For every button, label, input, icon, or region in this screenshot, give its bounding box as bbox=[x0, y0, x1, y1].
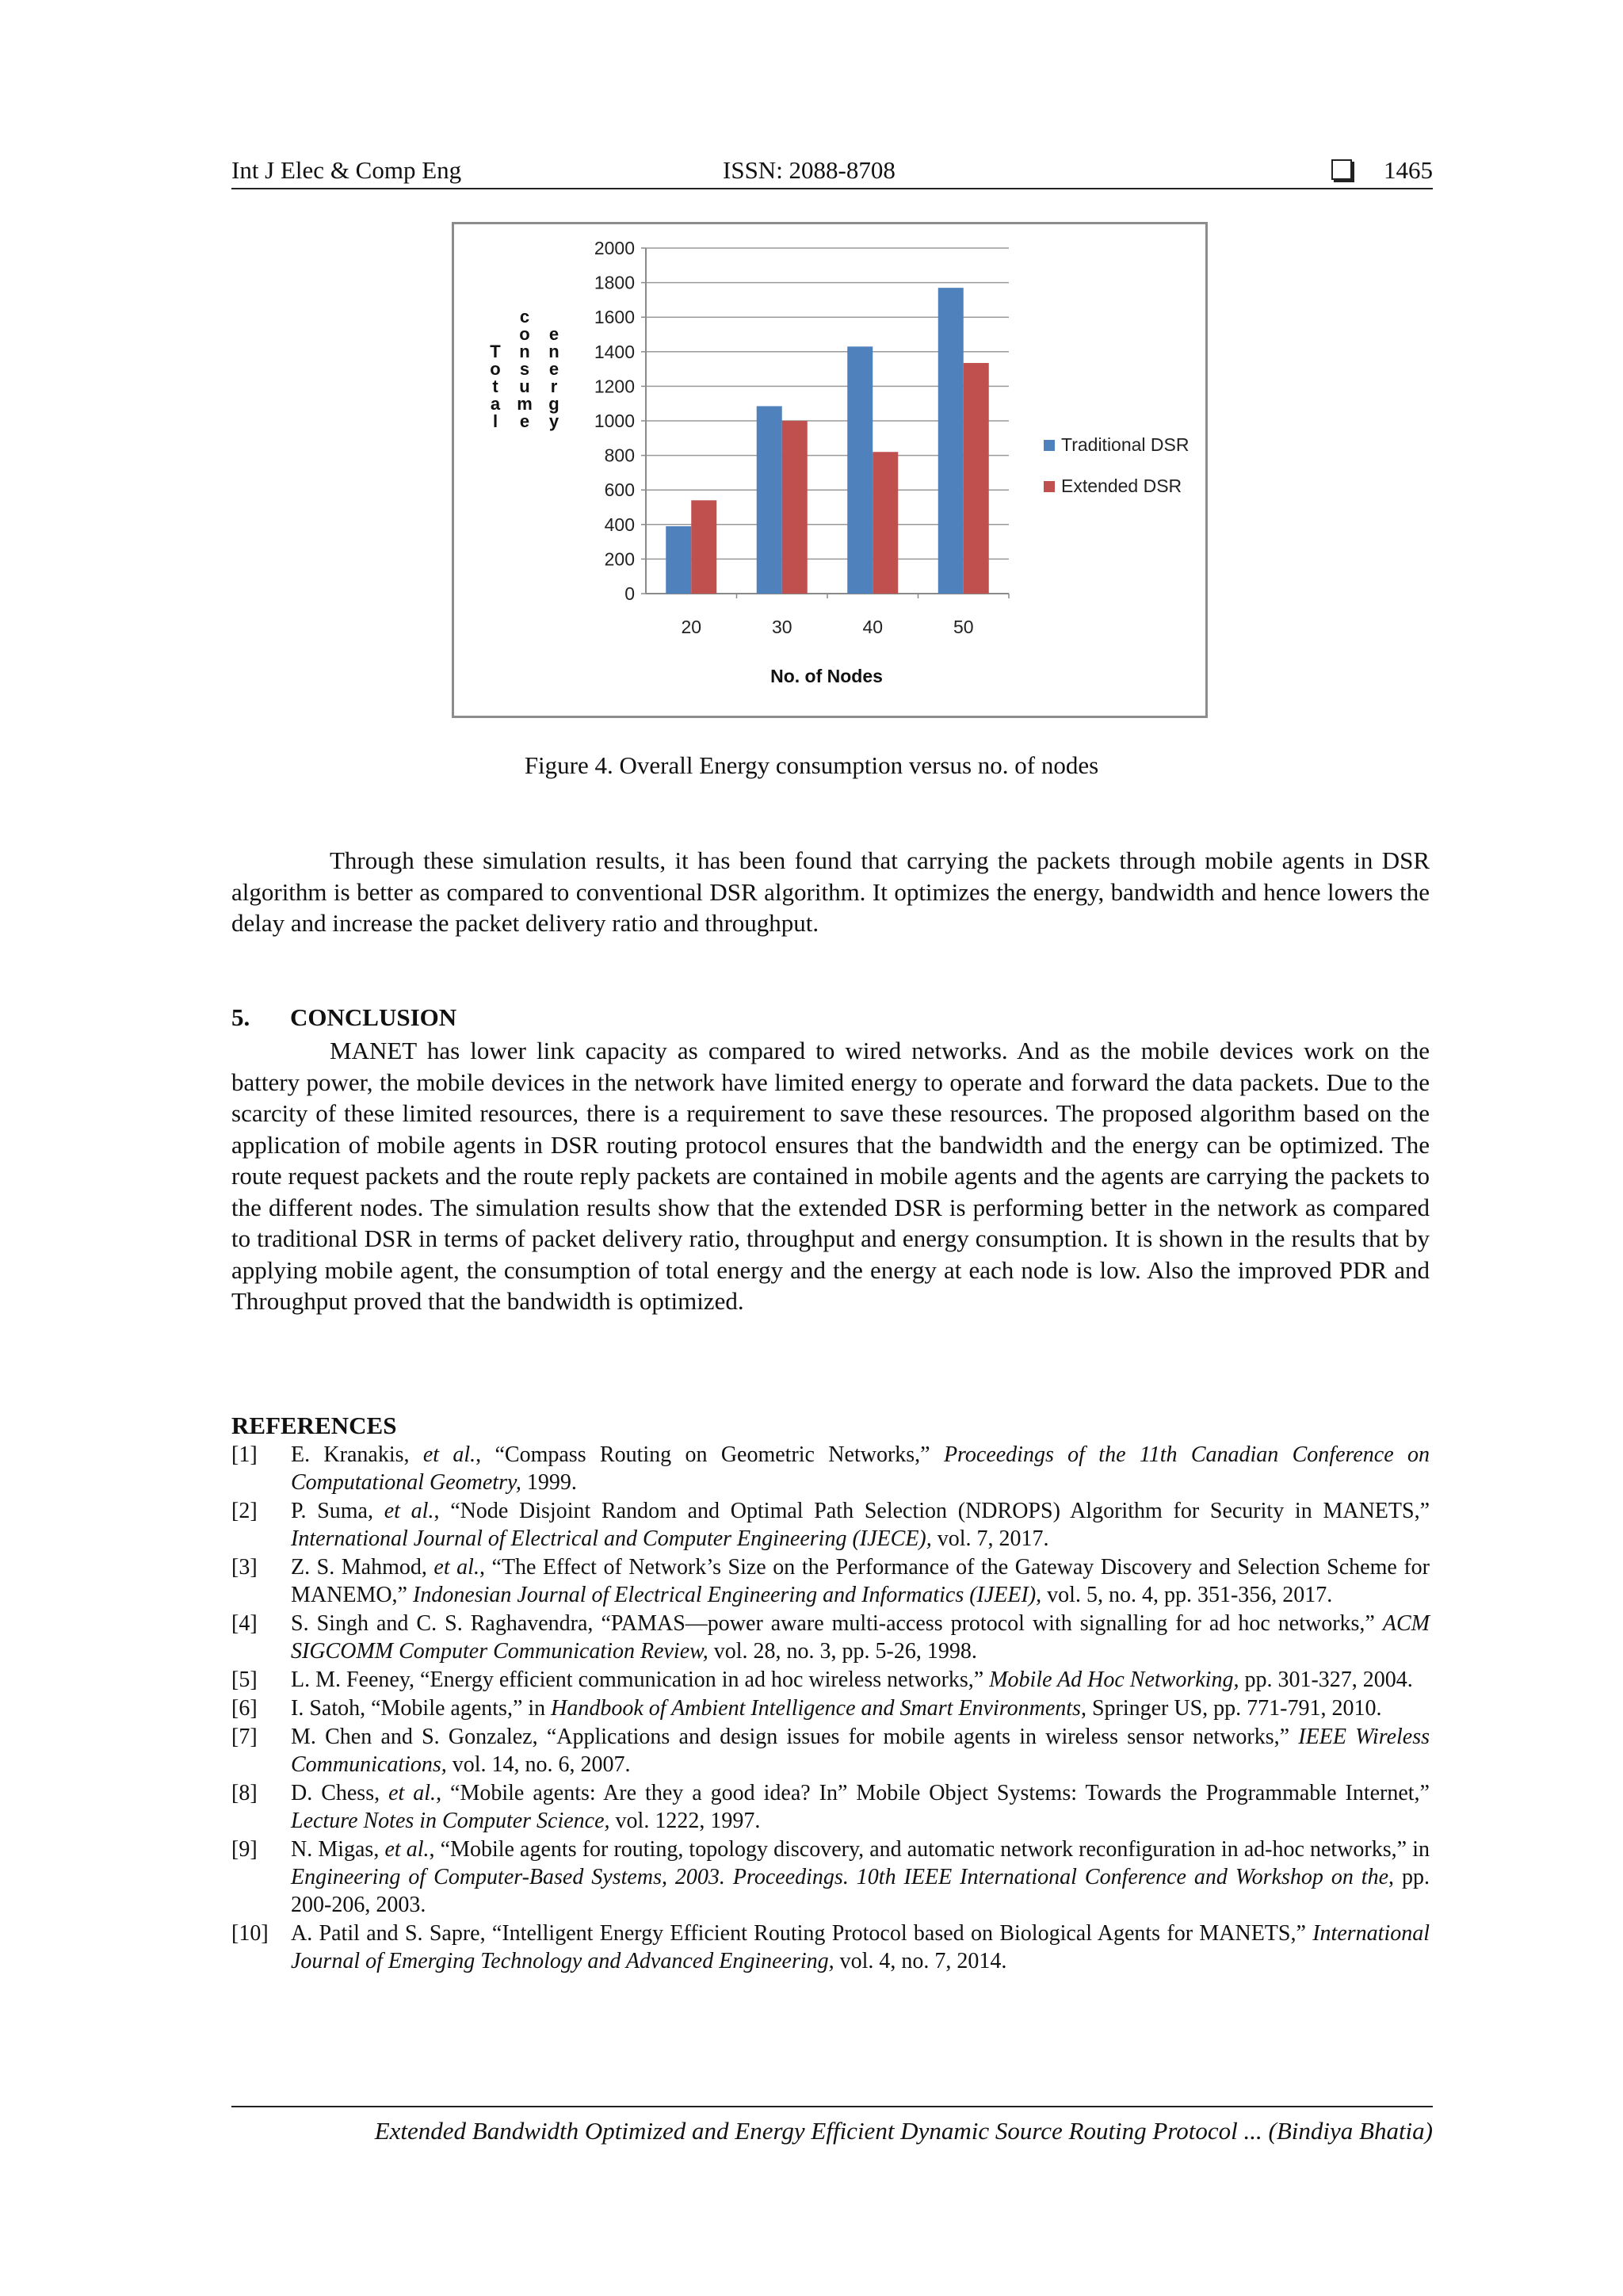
reference-text: International Journal of Electrical and Computer Engineering (IJECE), bbox=[291, 1526, 932, 1551]
reference-item bbox=[231, 1779, 1430, 1835]
reference-text: et al. bbox=[384, 1499, 434, 1523]
y-tick-label: 1400 bbox=[594, 341, 635, 362]
reference-text: et al. bbox=[422, 1442, 476, 1467]
references-heading: REFERENCES bbox=[231, 1412, 397, 1439]
y-tick-labels bbox=[594, 238, 635, 604]
reference-text: L. M. Feeney, “Energy efficient communication in ad hoc wireless networks,” bbox=[291, 1668, 990, 1692]
reference-text: vol. 5, no. 4, pp. 351-356, 2017. bbox=[1041, 1583, 1333, 1607]
reference-text: , “Node Disjoint Random and Optimal Path Selection (NDROPS) Algorithm for Security in MANETS,” bbox=[433, 1499, 1430, 1523]
reference-text: vol. 7, 2017. bbox=[931, 1526, 1049, 1551]
reference-number: [2] bbox=[231, 1499, 258, 1523]
reference-text: ACM SIGCOMM Computer Communication Review, bbox=[291, 1611, 1430, 1664]
reference-text: vol. 1222, 1997. bbox=[609, 1809, 761, 1833]
x-tick-label: 30 bbox=[771, 617, 792, 637]
reference-item bbox=[231, 1836, 1430, 1919]
x-tick-label: 40 bbox=[862, 617, 884, 637]
bars bbox=[666, 288, 989, 594]
figure-caption: Figure 4. Overall Energy consumption versus no. of nodes bbox=[524, 751, 1099, 779]
reference-text: vol. 4, no. 7, 2014. bbox=[834, 1949, 1007, 1973]
bar-extended-dsr-30 bbox=[782, 421, 808, 594]
reference-text: E. Kranakis, bbox=[291, 1442, 423, 1467]
reference-item bbox=[231, 1694, 1430, 1722]
bar-traditional-dsr-20 bbox=[666, 526, 691, 594]
reference-item bbox=[231, 1666, 1430, 1694]
x-tick-label: 20 bbox=[681, 617, 702, 637]
y-axis-title-word: T o t a l bbox=[490, 342, 501, 431]
reference-number: [7] bbox=[231, 1725, 258, 1749]
reference-text: N. Migas, bbox=[291, 1837, 385, 1862]
bar-traditional-dsr-50 bbox=[938, 288, 964, 594]
section-number: 5. bbox=[231, 1003, 250, 1031]
y-tick-label: 200 bbox=[604, 548, 635, 570]
figure-4-chart bbox=[452, 222, 1208, 718]
reference-text: Handbook of Ambient Intelligence and Smart Environments bbox=[551, 1696, 1081, 1721]
journal-name: Int J Elec & Comp Eng bbox=[231, 156, 462, 184]
reference-number: [9] bbox=[231, 1837, 258, 1862]
reference-text: vol. 28, no. 3, pp. 5-26, 1998. bbox=[708, 1639, 977, 1664]
bar-extended-dsr-40 bbox=[873, 452, 898, 594]
y-tick-label: 1200 bbox=[594, 376, 635, 397]
reference-item bbox=[231, 1441, 1430, 1496]
reference-text: M. Chen and S. Gonzalez, “Applications and design issues for mobile agents in wireless sensor networks,” bbox=[291, 1725, 1299, 1749]
reference-text: vol. 14, no. 6, 2007. bbox=[446, 1752, 631, 1777]
legend-swatch bbox=[1044, 481, 1055, 492]
reference-text: Engineering of Computer-Based Systems, 2003. Proceedings. 10th IEEE International Conference and Workshop on the bbox=[291, 1865, 1389, 1889]
y-tick-label: 2000 bbox=[594, 238, 635, 258]
reference-text: et al. bbox=[433, 1555, 479, 1580]
y-tick-label: 800 bbox=[604, 445, 635, 466]
y-tick-label: 400 bbox=[604, 514, 635, 535]
page-number: 1465 bbox=[1384, 156, 1433, 184]
bar-extended-dsr-20 bbox=[691, 500, 716, 594]
legend-label: Traditional DSR bbox=[1061, 434, 1190, 455]
legend bbox=[1044, 434, 1189, 496]
y-tick-label: 1800 bbox=[594, 272, 635, 293]
bar-extended-dsr-50 bbox=[964, 363, 989, 594]
reference-text: , “Compass Routing on Geometric Networks,” bbox=[475, 1442, 944, 1467]
reference-text: Mobile Ad Hoc Networking, bbox=[989, 1668, 1239, 1692]
reference-text: , pp. 200-206, 2003. bbox=[291, 1865, 1430, 1917]
reference-text: International Journal of Emerging Technology and Advanced Engineering, bbox=[291, 1921, 1430, 1973]
reference-number: [1] bbox=[231, 1442, 258, 1467]
reference-text: A. Patil and S. Sapre, “Intelligent Energy Efficient Routing Protocol based on Biological Agents for MANETS,” bbox=[291, 1921, 1313, 1946]
reference-number: [6] bbox=[231, 1696, 258, 1721]
y-axis-title-word: e n e r g y bbox=[548, 324, 559, 431]
reference-text: et al. bbox=[388, 1781, 437, 1805]
y-tick-label: 1000 bbox=[594, 411, 635, 431]
reference-item bbox=[231, 1920, 1430, 1975]
y-tick-label: 1600 bbox=[594, 307, 635, 328]
section-title: CONCLUSION bbox=[290, 1003, 457, 1031]
reference-text: pp. 301-327, 2004. bbox=[1239, 1668, 1413, 1692]
reference-number: [10] bbox=[231, 1921, 269, 1946]
reference-number: [3] bbox=[231, 1555, 258, 1580]
legend-swatch bbox=[1044, 440, 1055, 451]
bar-chart-svg bbox=[454, 224, 1205, 716]
bar-traditional-dsr-30 bbox=[757, 406, 782, 594]
reference-text: , “Mobile agents: Are they a good idea? In” Mobile Object Systems: Towards the Programmable Internet,” bbox=[436, 1781, 1430, 1805]
reference-text: , Springer US, pp. 771-791, 2010. bbox=[1080, 1696, 1382, 1721]
reference-text: 1999. bbox=[521, 1470, 577, 1495]
reference-text: , “The Effect of Network’s Size on the Performance of the Gateway Discovery and Selection Scheme for MANEMO,” bbox=[291, 1555, 1430, 1607]
reference-item bbox=[231, 1553, 1430, 1609]
reference-text: , “Mobile agents for routing, topology discovery, and automatic network reconfiguration in ad-hoc networks,” in bbox=[429, 1837, 1430, 1862]
results-paragraph: Through these simulation results, it has been found that carrying the packets through mobile agents in DSR algorithm is better as compared to conventional DSR algorithm. It optimizes the energy, bandwidth and hence lowers the delay and increase the packet delivery ratio and throughput. bbox=[231, 846, 1430, 937]
x-tick-label: 50 bbox=[953, 617, 974, 637]
y-axis-title-word: c o n s u m e bbox=[517, 307, 533, 431]
reference-number: [5] bbox=[231, 1668, 258, 1692]
reference-item bbox=[231, 1723, 1430, 1778]
x-tick-labels bbox=[681, 617, 973, 637]
reference-text: et al. bbox=[384, 1837, 430, 1862]
section-heading bbox=[231, 1003, 456, 1032]
y-axis-title bbox=[490, 307, 559, 431]
reference-number: [8] bbox=[231, 1781, 258, 1805]
reference-text: Proceedings of the 11th Canadian Conference on Computational Geometry, bbox=[291, 1442, 1430, 1495]
reference-number: [4] bbox=[231, 1611, 258, 1636]
y-tick-label: 0 bbox=[624, 583, 635, 604]
issn: ISSN: 2088-8708 bbox=[723, 156, 896, 184]
running-footer: Extended Bandwidth Optimized and Energy Efficient Dynamic Source Routing Protocol ... (Bindiya Bhatia) bbox=[231, 2106, 1433, 2145]
page-number-group bbox=[1331, 156, 1433, 185]
running-header bbox=[231, 153, 1433, 189]
x-axis-title: No. of Nodes bbox=[770, 666, 883, 686]
reference-text: I. Satoh, “Mobile agents,” in bbox=[291, 1696, 552, 1721]
reference-item bbox=[231, 1610, 1430, 1665]
reference-text: Lecture Notes in Computer Science, bbox=[291, 1809, 610, 1833]
reference-text: IEEE Wireless Communications, bbox=[291, 1725, 1430, 1777]
conclusion-paragraph: MANET has lower link capacity as compared to wired networks. And as the mobile devices work on the battery power, the mobile devices in the network have limited energy to operate and forward the data packets. Due to the scarcity of these limited resources, there is a requirement to save these resources. The proposed algorithm based on the application of mobile agents in DSR routing protocol ensures that the bandwidth and the energy can be optimized. The route request packets and the route reply packets are contained in mobile agents and the agents are carrying the packets to the different nodes. The simulation results show that the extended DSR is performing better in the network as compared to traditional DSR in terms of packet delivery ratio, throughput and energy consumption. It is shown in the results that by applying mobile agent, the consumption of total energy and the energy at each node is low. Also the improved PDR and Throughput proved that the bandwidth is optimized. bbox=[231, 1037, 1430, 1315]
reference-text: Z. S. Mahmod, bbox=[291, 1555, 434, 1580]
legend-label: Extended DSR bbox=[1061, 476, 1182, 496]
reference-text: S. Singh and C. S. Raghavendra, “PAMAS—power aware multi-access protocol with signalling for ad hoc networks,” bbox=[291, 1611, 1383, 1636]
reference-text: D. Chess, bbox=[291, 1781, 389, 1805]
reference-text: Indonesian Journal of Electrical Engineering and Informatics (IJEEI), bbox=[413, 1583, 1042, 1607]
reference-text: P. Suma, bbox=[291, 1499, 384, 1523]
checkbox-square-icon bbox=[1331, 159, 1352, 180]
reference-item bbox=[231, 1497, 1430, 1553]
bar-traditional-dsr-40 bbox=[847, 346, 873, 594]
y-tick-label: 600 bbox=[604, 479, 635, 501]
references-list bbox=[231, 1441, 1430, 1976]
